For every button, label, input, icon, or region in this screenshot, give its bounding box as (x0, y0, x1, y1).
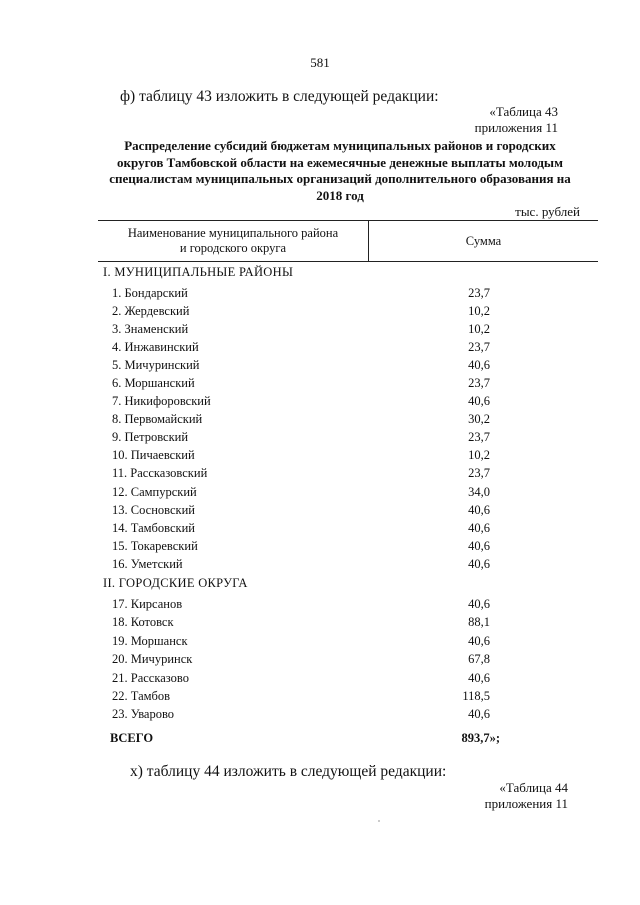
row-value: 67,8 (468, 652, 490, 666)
row-name: 20. Мичуринск (112, 652, 193, 666)
page-number: 581 (310, 55, 330, 70)
row-name: 10. Пичаевский (112, 448, 195, 462)
table-header (98, 220, 598, 262)
row-value: 23,7 (468, 286, 490, 300)
row-name: 22. Тамбов (112, 689, 171, 703)
row-value: 10,2 (468, 322, 490, 336)
row-value: 40,6 (468, 634, 490, 648)
row-value: 118,5 (462, 689, 490, 703)
row-value: 23,7 (468, 340, 490, 354)
row-value: 23,7 (468, 466, 490, 480)
row-name: 19. Моршанск (112, 634, 188, 648)
row-value: 40,6 (468, 539, 490, 553)
section-title-districts: I. МУНИЦИПАЛЬНЫЕ РАЙОНЫ (103, 265, 294, 279)
table-44-reference (485, 780, 568, 812)
column-header-name-line2: и городского округа (179, 241, 287, 255)
row-name: 11. Рассказовский (112, 466, 208, 480)
row-value: 40,6 (468, 557, 490, 571)
row-value: 40,6 (468, 597, 490, 611)
table-heading: Распределение субсидий бюджетам муниципальных районов и городских округов Тамбовской области на ежемесячные денежные выплаты молодым специалистам муниципальных организаций дополнительного образования на 2018 год (109, 138, 571, 203)
row-value: 23,7 (468, 376, 490, 390)
row-name: 18. Котовск (112, 615, 174, 629)
amendment-intro-table-43: ф) таблицу 43 изложить в следующей редакции: (120, 88, 439, 105)
row-name: 8. Первомайский (112, 412, 203, 426)
row-value: 88,1 (468, 615, 490, 629)
table-43-reference-line1: «Таблица 43 (489, 104, 558, 119)
row-name: 13. Сосновский (112, 503, 195, 517)
row-name: 5. Мичуринский (112, 358, 200, 372)
amendment-intro-table-44: х) таблицу 44 изложить в следующей редакции: (130, 763, 447, 780)
table-44-reference-line1: «Таблица 44 (499, 780, 568, 795)
row-value: 40,6 (468, 671, 490, 685)
row-value: 34,0 (468, 485, 490, 499)
row-value: 40,6 (468, 394, 490, 408)
row-name: 15. Токаревский (112, 539, 198, 553)
column-header-name-line1: Наименование муниципального района (127, 226, 339, 240)
row-value: 40,6 (468, 707, 490, 721)
row-name: 14. Тамбовский (112, 521, 195, 535)
row-name: 3. Знаменский (112, 322, 189, 336)
row-name: 6. Моршанский (112, 376, 195, 390)
total-value: 893,7»; (461, 731, 500, 745)
scan-speck (378, 820, 380, 822)
row-value: 23,7 (468, 430, 490, 444)
row-name: 1. Бондарский (112, 286, 188, 300)
table-43-reference-line2: приложения 11 (474, 120, 558, 135)
table-43-reference (475, 104, 558, 136)
row-value: 10,2 (468, 304, 490, 318)
row-value: 30,2 (468, 412, 490, 426)
unit-label: тыс. рублей (515, 204, 580, 219)
row-name: 23. Уварово (112, 707, 175, 721)
table-44-reference-line2: приложения 11 (484, 796, 568, 811)
row-name: 9. Петровский (112, 430, 189, 444)
column-header-name (98, 221, 369, 261)
row-name: 21. Рассказово (112, 671, 189, 685)
row-name: 2. Жердевский (112, 304, 190, 318)
row-name: 12. Сампурский (112, 485, 197, 499)
row-value: 40,6 (468, 521, 490, 535)
row-name: 16. Уметский (112, 557, 183, 571)
column-header-sum: Сумма (465, 233, 502, 248)
row-name: 17. Кирсанов (112, 597, 183, 611)
row-name: 4. Инжавинский (112, 340, 199, 354)
row-value: 40,6 (468, 358, 490, 372)
row-name: 7. Никифоровский (112, 394, 211, 408)
row-value: 10,2 (468, 448, 490, 462)
section-title-city-districts: II. ГОРОДСКИЕ ОКРУГА (103, 576, 248, 590)
total-label: ВСЕГО (110, 731, 154, 745)
row-value: 40,6 (468, 503, 490, 517)
